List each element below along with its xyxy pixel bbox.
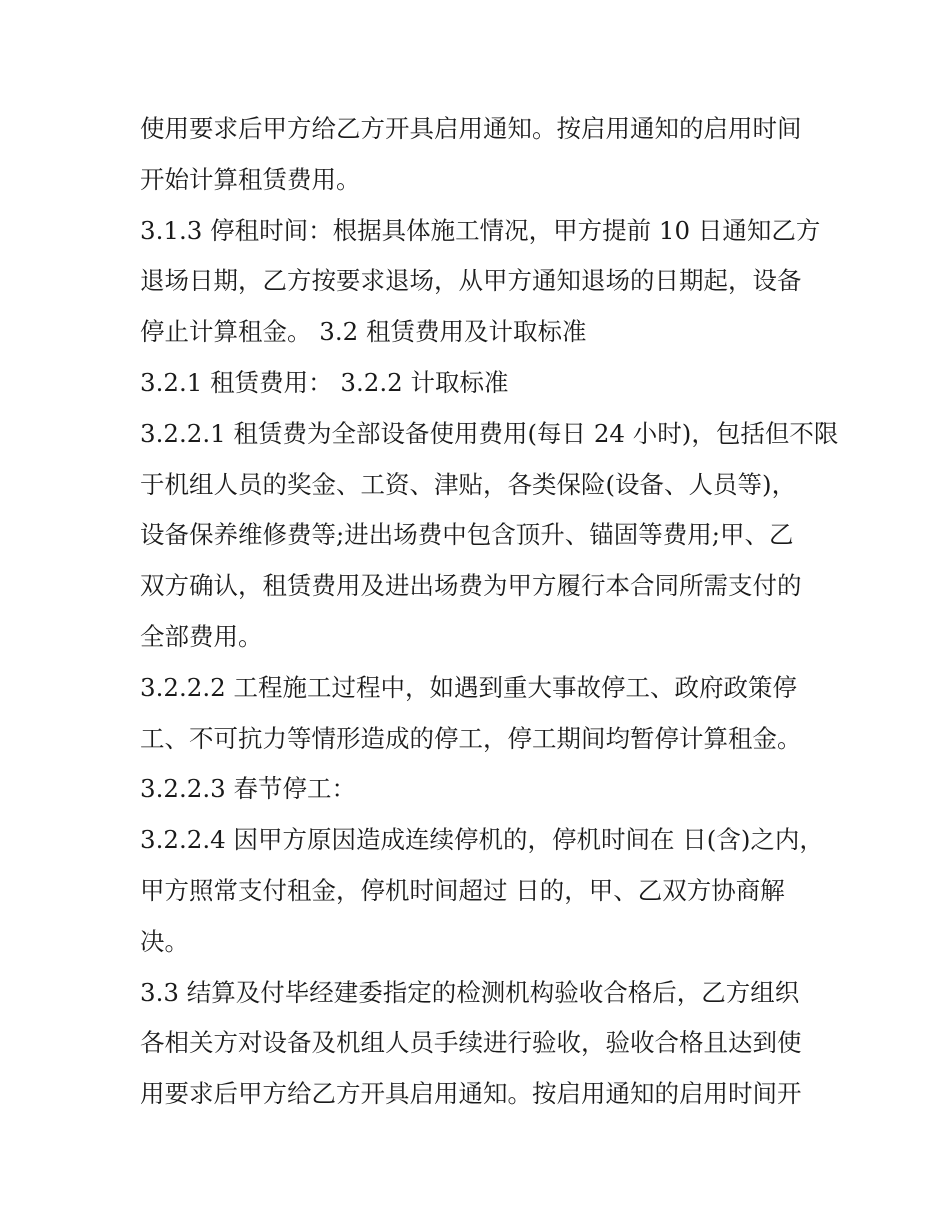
text-line: 使用要求后甲方给乙方开具启用通知。按启用通知的启用时间 bbox=[140, 114, 802, 143]
text-line: 全部费用。 bbox=[140, 621, 263, 651]
text-line: 3.2.2.1 租赁费为全部设备使用费用(每日 24 小时)，包括但不限 bbox=[140, 418, 839, 448]
text-line: 用要求后甲方给乙方开具启用通知。按启用通知的启用时间开 bbox=[140, 1079, 802, 1109]
text-line: 3.1.3 停租时间：根据具体施工情况，甲方提前 10 日通知乙方 bbox=[140, 215, 821, 245]
text-line: 于机组人员的奖金、工资、津贴，各类保险(设备、人员等)， bbox=[140, 469, 797, 499]
text-line: 工、不可抗力等情形造成的停工，停工期间均暂停计算租金。 bbox=[140, 723, 802, 753]
text-line: 3.2.2.2 工程施工过程中，如遇到重大事故停工、政府政策停 bbox=[140, 672, 797, 702]
text-line: 3.2.1 租赁费用： 3.2.2 计取标准 bbox=[140, 367, 509, 397]
text-line: 3.2.2.3 春节停工： bbox=[140, 774, 357, 804]
text-line: 停止计算租金。 3.2 租赁费用及计取标准 bbox=[140, 317, 587, 347]
text-line: 各相关方对设备及机组人员手续进行验收，验收合格且达到使 bbox=[140, 1028, 802, 1058]
text-line: 开始计算租赁费用。 bbox=[140, 164, 361, 194]
text-line: 双方确认，租赁费用及进出场费为甲方履行本合同所需支付的 bbox=[140, 571, 802, 601]
text-line: 甲方照常支付租金，停机时间超过 日的，甲、乙双方协商解 bbox=[140, 875, 785, 905]
text-line: 3.2.2.4 因甲方原因造成连续停机的，停机时间在 日(含)之内， bbox=[140, 825, 824, 855]
text-line: 设备保养维修费等;进出场费中包含顶升、锚固等费用;甲、乙 bbox=[140, 520, 794, 550]
text-line: 决。 bbox=[140, 926, 189, 956]
document-body bbox=[140, 104, 839, 1120]
text-line: 3.3 结算及付毕经建委指定的检测机构验收合格后，乙方组织 bbox=[140, 977, 800, 1007]
text-line: 退场日期，乙方按要求退场，从甲方通知退场的日期起，设备 bbox=[140, 266, 802, 296]
